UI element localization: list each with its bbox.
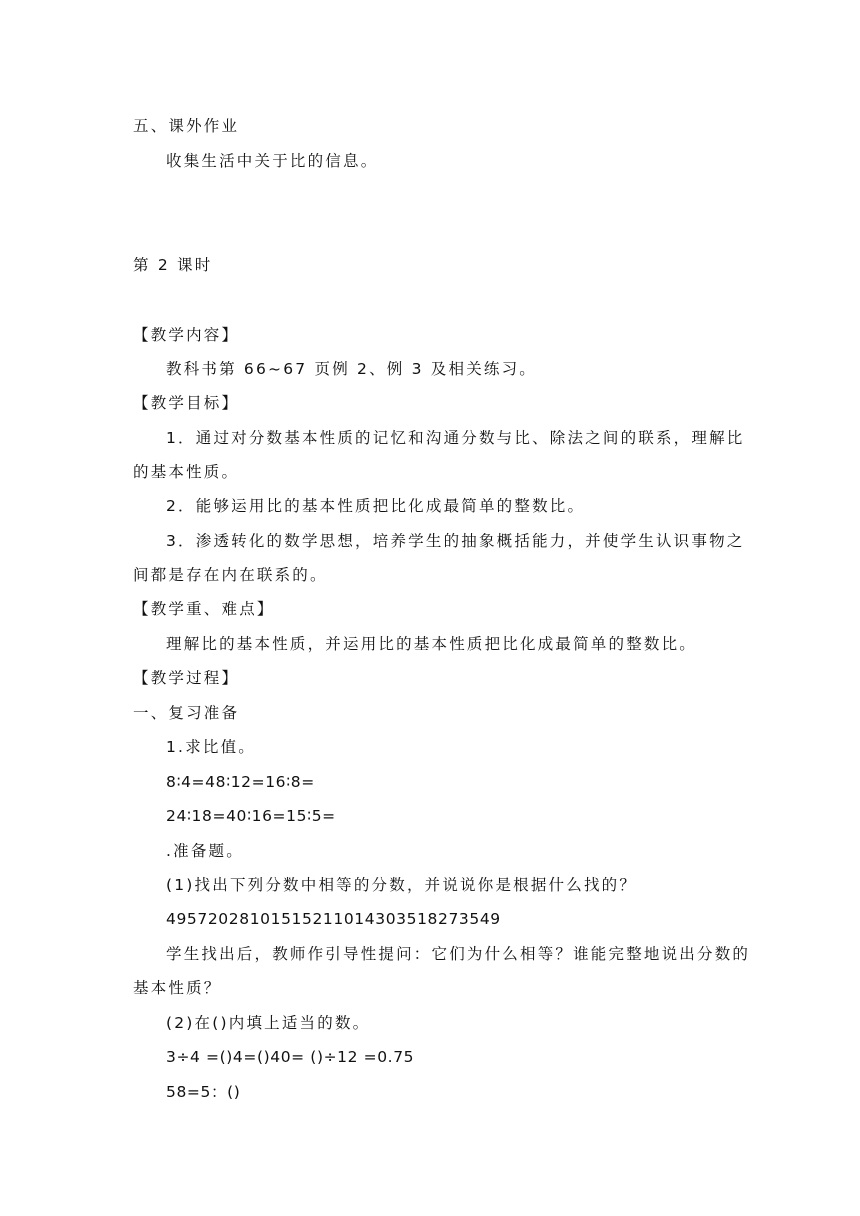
fraction-list: 4957202810151521101430351827354​9 xyxy=(166,910,501,928)
teacher-prompt-line-1: 学生找出后，教师作引导性提问：它们为什么相等？谁能完整地说出分数的 xyxy=(166,945,751,963)
section-1-heading: 一、复习准备 xyxy=(133,704,240,722)
goals-heading: 【教学目标】 xyxy=(133,394,240,412)
fill-in-row-2: 58=5：() xyxy=(166,1083,241,1101)
teacher-prompt-line-2: 基本性质？ xyxy=(133,979,222,997)
homework-heading: 五、课外作业 xyxy=(133,117,240,135)
fill-in-row-1: 3÷4 =()4=()40= ()÷12 =0.75 xyxy=(166,1048,415,1066)
goal-2: 2．能够运用比的基本性质把比化成最简单的整数比。 xyxy=(166,497,586,515)
goal-3-line-1: 3．渗透转化的数学思想，培养学生的抽象概括能力，并使学生认识事物之 xyxy=(166,532,745,550)
goal-3-line-2: 间都是存在内在联系的。 xyxy=(133,566,328,584)
key-points-heading: 【教学重、难点】 xyxy=(133,600,275,618)
lesson-title: 第 2 课时 xyxy=(133,256,213,274)
question-2: .准备题。 xyxy=(166,842,244,860)
question-2-part-1: (1)找出下列分数中相等的分数，并说说你是根据什么找的？ xyxy=(166,876,638,894)
goal-1-line-2: 的基本性质。 xyxy=(133,463,240,481)
process-heading: 【教学过程】 xyxy=(133,669,240,687)
content-text: 教科书第 66~67 页例 2、例 3 及相关练习。 xyxy=(166,360,537,378)
key-points-text: 理解比的基本性质，并运用比的基本性质把比化成最简单的整数比。 xyxy=(166,635,698,653)
homework-text: 收集生活中关于比的信息。 xyxy=(166,152,379,170)
question-1: 1.求比值。 xyxy=(166,738,256,756)
goal-1-line-1: 1．通过对分数基本性质的记忆和沟通分数与比、除法之间的联系，理解比 xyxy=(166,429,745,447)
question-1-row-1: 8∶4=48∶12=16∶8= xyxy=(166,773,315,791)
question-1-row-2: 24∶18=40∶16=15∶5= xyxy=(166,807,336,825)
content-heading: 【教学内容】 xyxy=(133,326,240,344)
question-2-part-2: (2)在()内填上适当的数。 xyxy=(166,1014,371,1032)
